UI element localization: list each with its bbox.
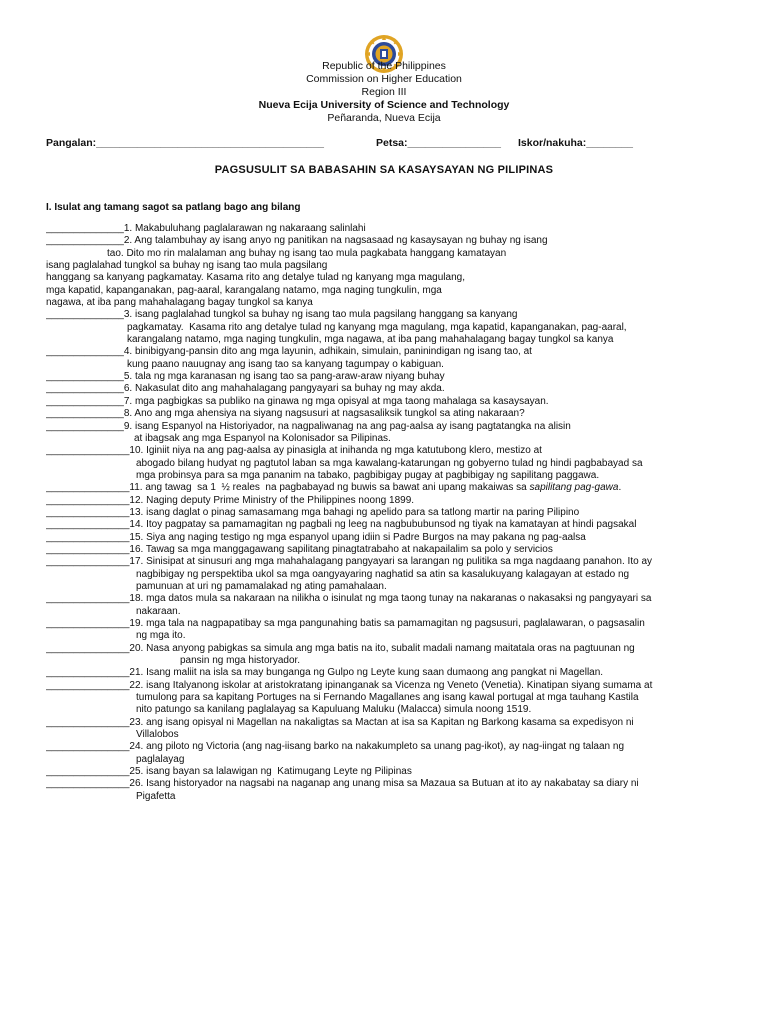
question-25: _______________25. isang bayan sa lalawigan ng Katimugang Leyte ng Pilipinas bbox=[46, 766, 412, 778]
question-7: ______________7. mga pagbigkas sa publiko na ginawa ng mga opisyal at mga taong mahalaga sa kasaysayan. bbox=[46, 395, 549, 407]
question-17-cont: nagbibigay ng perspektiba ukol sa mga oangyayaring naghatid sa atin sa kasalukuyang kalagayan at estado ng bbox=[136, 568, 630, 580]
header-commission: Commission on Higher Education bbox=[306, 73, 462, 85]
question-22-cont: nito patungo sa kanilang paglalayag sa Kapuluang Maluku (Malacca) simula noong 1519. bbox=[136, 704, 532, 716]
italic-term: sapilitang pag-gawa bbox=[529, 482, 619, 494]
question-11-text: _______________11. ang tawag sa 1 ½ reales na pagbabayad ng buwis sa bawat ani upang makaiwas sa bbox=[46, 482, 530, 494]
question-24: _______________24. ang piloto ng Victoria (ang nag-iisang barko na nakakumpleto sa unang pag-ikot), ay nag-iingat ng talaan ng bbox=[46, 741, 625, 753]
question-10-cont: mga probinsya para sa mga pananim na tabako, pagbibigay pugay at pagbibigay ng sapilitang paggawa. bbox=[136, 469, 600, 481]
question-21: _______________21. Isang maliit na isla sa may bunganga ng Gulpo ng Leyte kung saan dumaong ang pangkat ni Magellan. bbox=[46, 667, 604, 679]
question-26: _______________26. Isang historyador na nagsabi na naganap ang unang misa sa Mazaua sa Butuan at ito ay nakabatay sa diary ni bbox=[46, 778, 639, 790]
question-3-cont: pagkamatay. Kasama rito ang detalye tulad ng kanyang mga magulang, mga kapatid, kapanganakan, pag-aaral, bbox=[127, 321, 627, 333]
question-1: ______________1. Makabuluhang paglalarawan ng nakaraang salinlahi bbox=[46, 223, 366, 234]
question-24-cont: paglalayag bbox=[136, 753, 185, 765]
score-field[interactable]: Iskor/nakuha:________ bbox=[518, 137, 633, 149]
question-23-cont: Villalobos bbox=[136, 729, 179, 741]
question-4-cont: kung paano nauugnay ang isang tao sa kanyang tagumpay o kabiguan. bbox=[127, 358, 444, 370]
question-17: _______________17. Sinisipat at sinusuri ang mga mahahalagang pangyayari sa larangan ng pulitika sa mga nagdaang panahon. Ito ay bbox=[46, 556, 653, 568]
question-20: _______________20. Nasa anyong pabigkas sa simula ang mga batis na ito, subalit madali namang maitatala oras na pagtuunan ng bbox=[46, 642, 635, 654]
question-18-cont: nakaraan. bbox=[136, 605, 181, 617]
question-18: _______________18. mga datos mula sa nakaraan na nilikha o isinulat ng mga taong tunay na nakaranas o nakasaksi ng pangyayari sa bbox=[46, 593, 652, 605]
question-22: _______________22. isang Italyanong iskolar at aristokratang ipinanganak sa Vicenza ng Veneto (Venetia). Kinatipan siyang sumama at bbox=[46, 679, 653, 691]
student-info-fields bbox=[46, 137, 736, 151]
question-2-cont: isang paglalahad tungkol sa buhay ng isang tao mula pagsilang bbox=[46, 260, 328, 272]
question-3: ______________3. isang paglalahad tungkol sa buhay ng isang tao mula pagsilang hanggang sa kanyang bbox=[46, 309, 518, 321]
date-field[interactable]: Petsa:________________ bbox=[376, 137, 501, 149]
question-3-cont: karangalang natamo, mga naging tungkulin, mga nagawa, at iba pang mahahalagang bagay tungkol sa kanya bbox=[127, 334, 614, 346]
name-field[interactable]: Pangalan:_______________________________________ bbox=[46, 137, 324, 149]
question-17-cont: pamunuan at uri ng pamamalakad ng ating pamahalaan. bbox=[136, 580, 387, 592]
question-19: _______________19. mga tala na nagpapatibay sa mga pangunahing batis sa pamamagitan ng pagsusuri, paglalawaran, o pagsasalin bbox=[46, 618, 645, 629]
instruction: I. Isulat ang tamang sagot sa patlang bago ang bilang bbox=[46, 202, 301, 213]
question-14: _______________14. Itoy pagpatay sa pamamagitan ng pagbali ng leeg na nagbububunsod ng tiyak na kamatayan at hindi pagsakal bbox=[46, 519, 637, 531]
question-20-cont: pansin ng mga historyador. bbox=[180, 655, 301, 667]
question-11 bbox=[46, 482, 736, 494]
question-2-cont: hanggang sa kanyang pagkamatay. Kasama rito ang detalye tulad ng kanyang mga magulang, bbox=[46, 272, 465, 284]
header-location: Peñaranda, Nueva Ecija bbox=[327, 112, 441, 124]
question-2: ______________2. Ang talambuhay ay isang anyo ng panitikan na nagsasaad ng kasaysayan ng buhay ng isang bbox=[46, 235, 548, 247]
question-6: ______________6. Nakasulat dito ang mahahalagang pangyayari sa buhay ng may akda. bbox=[46, 383, 445, 395]
question-13: _______________13. isang daglat o pinag samasamang mga bahagi ng apelido para sa tatlong martir na paring Pilipino bbox=[46, 506, 580, 518]
question-2-cont: tao. Dito mo rin malalaman ang buhay ng isang tao mula pagkabata hanggang kamatayan bbox=[107, 247, 507, 259]
question-10: _______________10. Iginiit niya na ang pag-aalsa ay pinasigla at inihanda ng mga katutubong klero, mestizo at bbox=[46, 445, 542, 457]
exam-title: PAGSUSULIT SA BABASAHIN SA KASAYSAYAN NG PILIPINAS bbox=[214, 164, 554, 176]
header-region: Region III bbox=[361, 86, 407, 98]
header-republic: Republic of the Philippines bbox=[322, 60, 446, 72]
question-4: ______________4. binibigyang-pansin dito ang mga layunin, adhikain, simulain, paninindigan ng isang tao, at bbox=[46, 346, 532, 358]
question-9: ______________9. isang Espanyol na Historiyador, na nagpaliwanag na ang pag-aalsa ay isang pagtatangka na alisin bbox=[46, 420, 571, 432]
question-2-cont: mga kapatid, kapanganakan, pag-aaral, karangalang natamo, mga naging tungkulin, mga bbox=[46, 284, 442, 296]
question-16: _______________16. Tawag sa mga manggagawang sapilitang pinagtatrabaho at nakapailalim sa polo y servicios bbox=[46, 543, 553, 555]
question-9-cont: at ibagsak ang mga Espanyol na Kolonisador sa Pilipinas. bbox=[134, 432, 391, 444]
question-12: _______________12. Naging deputy Prime Ministry of the Philippines noong 1899. bbox=[46, 494, 415, 506]
question-5: ______________5. tala ng mga karanasan ng isang tao sa pang-araw-araw niyang buhay bbox=[46, 371, 445, 383]
header-university: Nueva Ecija University of Science and Technology bbox=[258, 99, 510, 111]
question-19-cont: ng mga ito. bbox=[136, 630, 186, 642]
question-15: _______________15. Siya ang naging testigo ng mga espanyol upang idiin si Padre Burgos na may pakana ng pag-aalsa bbox=[46, 531, 586, 543]
question-11-end: . bbox=[618, 482, 622, 494]
question-22-cont: tumulong para sa kapitang Portuges na si Fernando Magallanes ang isang kawal portugal at mga tauhang Kastila bbox=[136, 692, 639, 704]
question-2-cont: nagawa, at iba pang mahahalagang bagay tungkol sa kanya bbox=[46, 297, 313, 309]
question-26-cont: Pigafetta bbox=[136, 790, 176, 802]
question-list bbox=[46, 223, 736, 803]
question-10-cont: abogado bilang hudyat ng pagtutol laban sa mga kawalang-katarungan ng gobyerno tulad ng hindi pagbabayad sa bbox=[136, 457, 643, 469]
question-8: ______________8. Ano ang mga ahensiya na siyang nagsusuri at nagsasaliksik tungkol sa ating nakaraan? bbox=[46, 408, 525, 420]
question-23: _______________23. ang isang opisyal ni Magellan na nakaligtas sa Mactan at isa sa Kapitan ng Barkong kasama sa expedisyon ni bbox=[46, 716, 634, 728]
